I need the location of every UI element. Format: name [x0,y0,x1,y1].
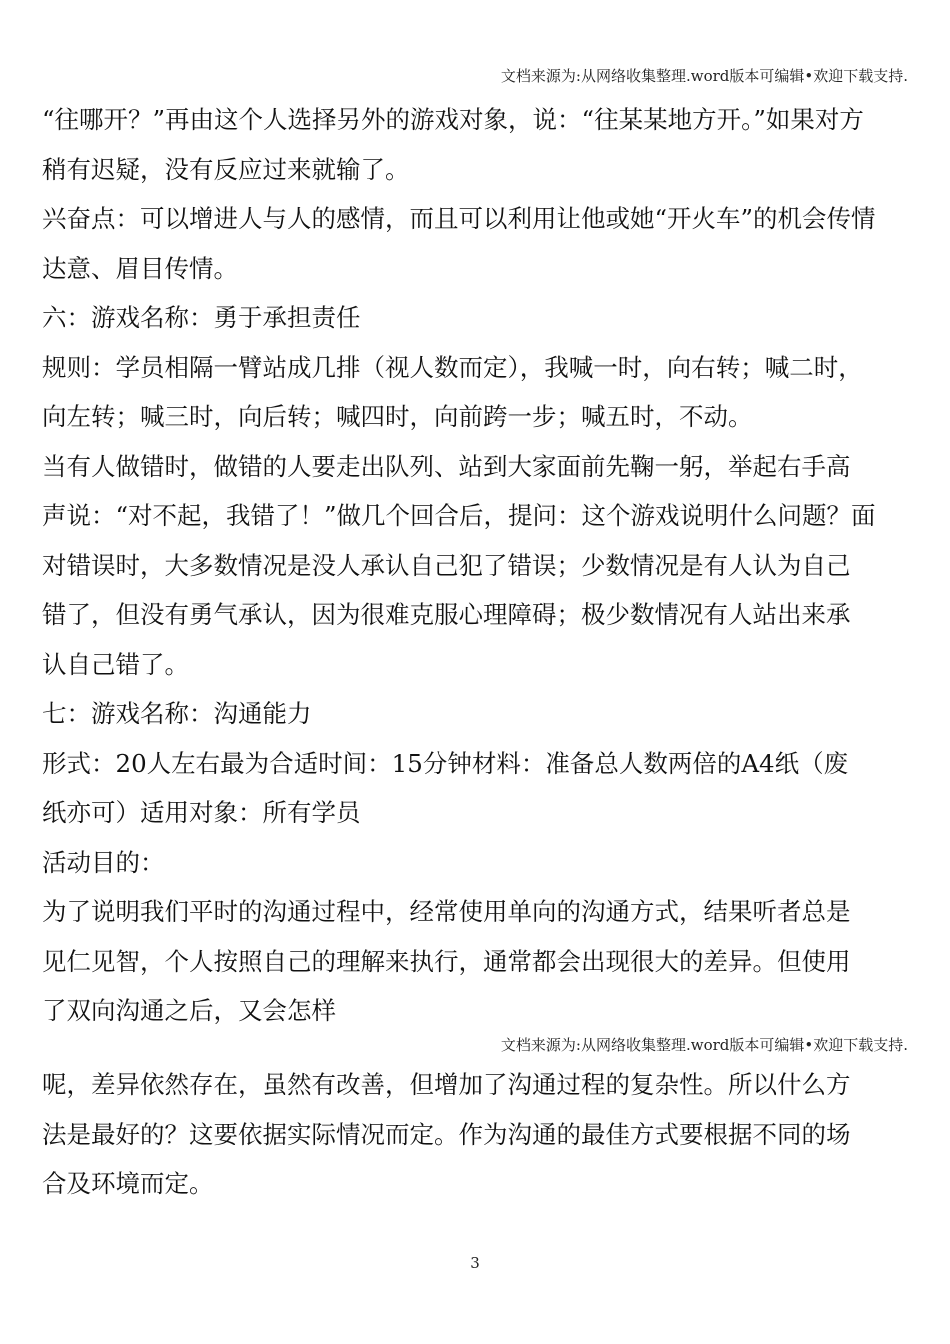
body-text-block-1 [42,95,912,1036]
text-line: 了双向沟通之后，又会怎样 [42,996,336,1025]
text-line: 声说：“对不起，我错了！”做几个回合后，提问：这个游戏说明什么问题？面 [42,501,876,530]
section-heading-7: 七：游戏名称：沟通能力 [42,699,312,728]
text-line: 形式：20人左右最为合适时间：15分钟材料：准备总人数两倍的A4纸（废 [42,748,849,778]
text-line: 纸亦可）适用对象：所有学员 [42,798,361,827]
text-line: 对错误时，大多数情况是没人承认自己犯了错误；少数情况是有人认为自己 [42,550,851,580]
header-note: 文档来源为:从网络收集整理.word版本可编辑•欢迎下载支持. [500,67,908,85]
text-line: 当有人做错时，做错的人要走出队列、站到大家面前先鞠一躬，举起右手高 [42,451,851,481]
text-line: “往哪开？”再由这个人选择另外的游戏对象，说：“往某某地方开。”如果对方 [42,105,864,134]
text-line: 规则：学员相隔一臂站成几排（视人数而定），我喊一时，向右转；喊二时， [42,352,863,382]
text-line: 达意、眉目传情。 [42,253,238,283]
text-line: 为了说明我们平时的沟通过程中，经常使用单向的沟通方式，结果听者总是 [42,897,851,926]
page-number: 3 [470,1254,480,1272]
section-heading-6: 六：游戏名称：勇于承担责任 [42,303,361,332]
text-line: 错了，但没有勇气承认，因为很难克服心理障碍；极少数情况有人站出来承 [42,600,851,629]
text-line: 呢，差异依然存在，虽然有改善，但增加了沟通过程的复杂性。所以什么方 [42,1070,851,1099]
text-line: 活动目的： [42,847,165,877]
text-line: 见仁见智，个人按照自己的理解来执行，通常都会出现很大的差异。但使用 [42,946,851,976]
text-line: 兴奋点：可以增进人与人的感情，而且可以利用让他或她“开火车”的机会传情 [42,204,876,233]
body-text-block-2 [42,1060,912,1209]
text-line: 法是最好的？这要依据实际情况而定。作为沟通的最佳方式要根据不同的场 [42,1119,851,1149]
text-line: 向左转；喊三时，向后转；喊四时，向前跨一步；喊五时，不动。 [42,402,753,431]
header-note: 文档来源为:从网络收集整理.word版本可编辑•欢迎下载支持. [500,1036,908,1054]
text-line: 合及环境而定。 [42,1169,214,1198]
text-line: 认自己错了。 [42,649,189,679]
text-line: 稍有迟疑，没有反应过来就输了。 [42,154,410,184]
